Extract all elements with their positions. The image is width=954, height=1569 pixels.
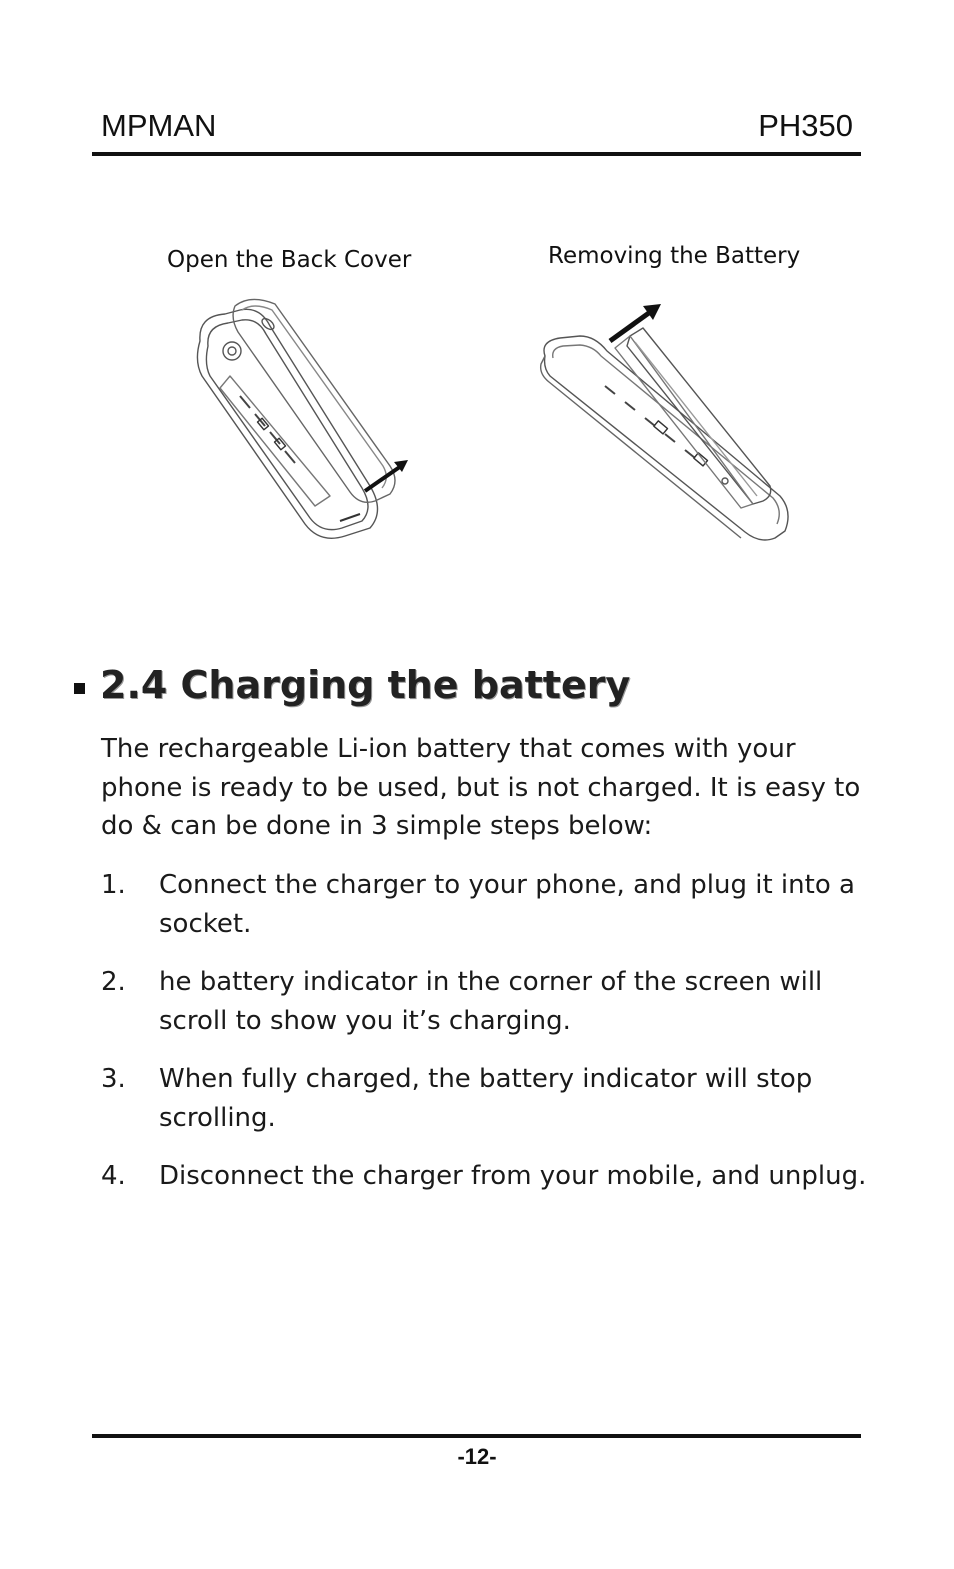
page-number: -12- bbox=[457, 1444, 497, 1469]
list-item bbox=[101, 1060, 901, 1137]
list-item bbox=[101, 963, 901, 1040]
footer-rule bbox=[92, 1434, 861, 1438]
section-title: 2.4 Charging the battery bbox=[100, 663, 631, 707]
intro-paragraph: The rechargeable Li-ion battery that comes with your phone is ready to be used, but is not charged. It is easy to do & can be done in 3 simple steps below: bbox=[101, 734, 861, 841]
section-heading bbox=[74, 663, 630, 707]
step-number: 3. bbox=[101, 1064, 126, 1094]
step-text: Connect the charger to your phone, and plug it into a socket. bbox=[159, 870, 855, 939]
figure-caption-open-back-cover: Open the Back Cover bbox=[167, 247, 412, 273]
step-number: 2. bbox=[101, 967, 126, 997]
header-rule bbox=[92, 152, 861, 156]
step-number: 4. bbox=[101, 1161, 126, 1191]
figure-caption-removing-battery: Removing the Battery bbox=[548, 243, 801, 269]
steps-list bbox=[101, 866, 901, 1216]
header-model: PH350 bbox=[758, 108, 853, 143]
step-number: 1. bbox=[101, 870, 126, 900]
list-item bbox=[101, 1157, 901, 1196]
header-brand: MPMAN bbox=[101, 108, 217, 143]
step-text: When fully charged, the battery indicator will stop scrolling. bbox=[159, 1064, 813, 1133]
list-item bbox=[101, 866, 901, 943]
step-text: he battery indicator in the corner of the screen will scroll to show you it’s charging. bbox=[159, 967, 823, 1036]
battery-removal-illustration bbox=[535, 296, 795, 546]
square-bullet-icon bbox=[74, 683, 85, 694]
step-text: Disconnect the charger from your mobile, and unplug. bbox=[159, 1161, 867, 1191]
phone-back-cover-illustration bbox=[180, 296, 420, 546]
